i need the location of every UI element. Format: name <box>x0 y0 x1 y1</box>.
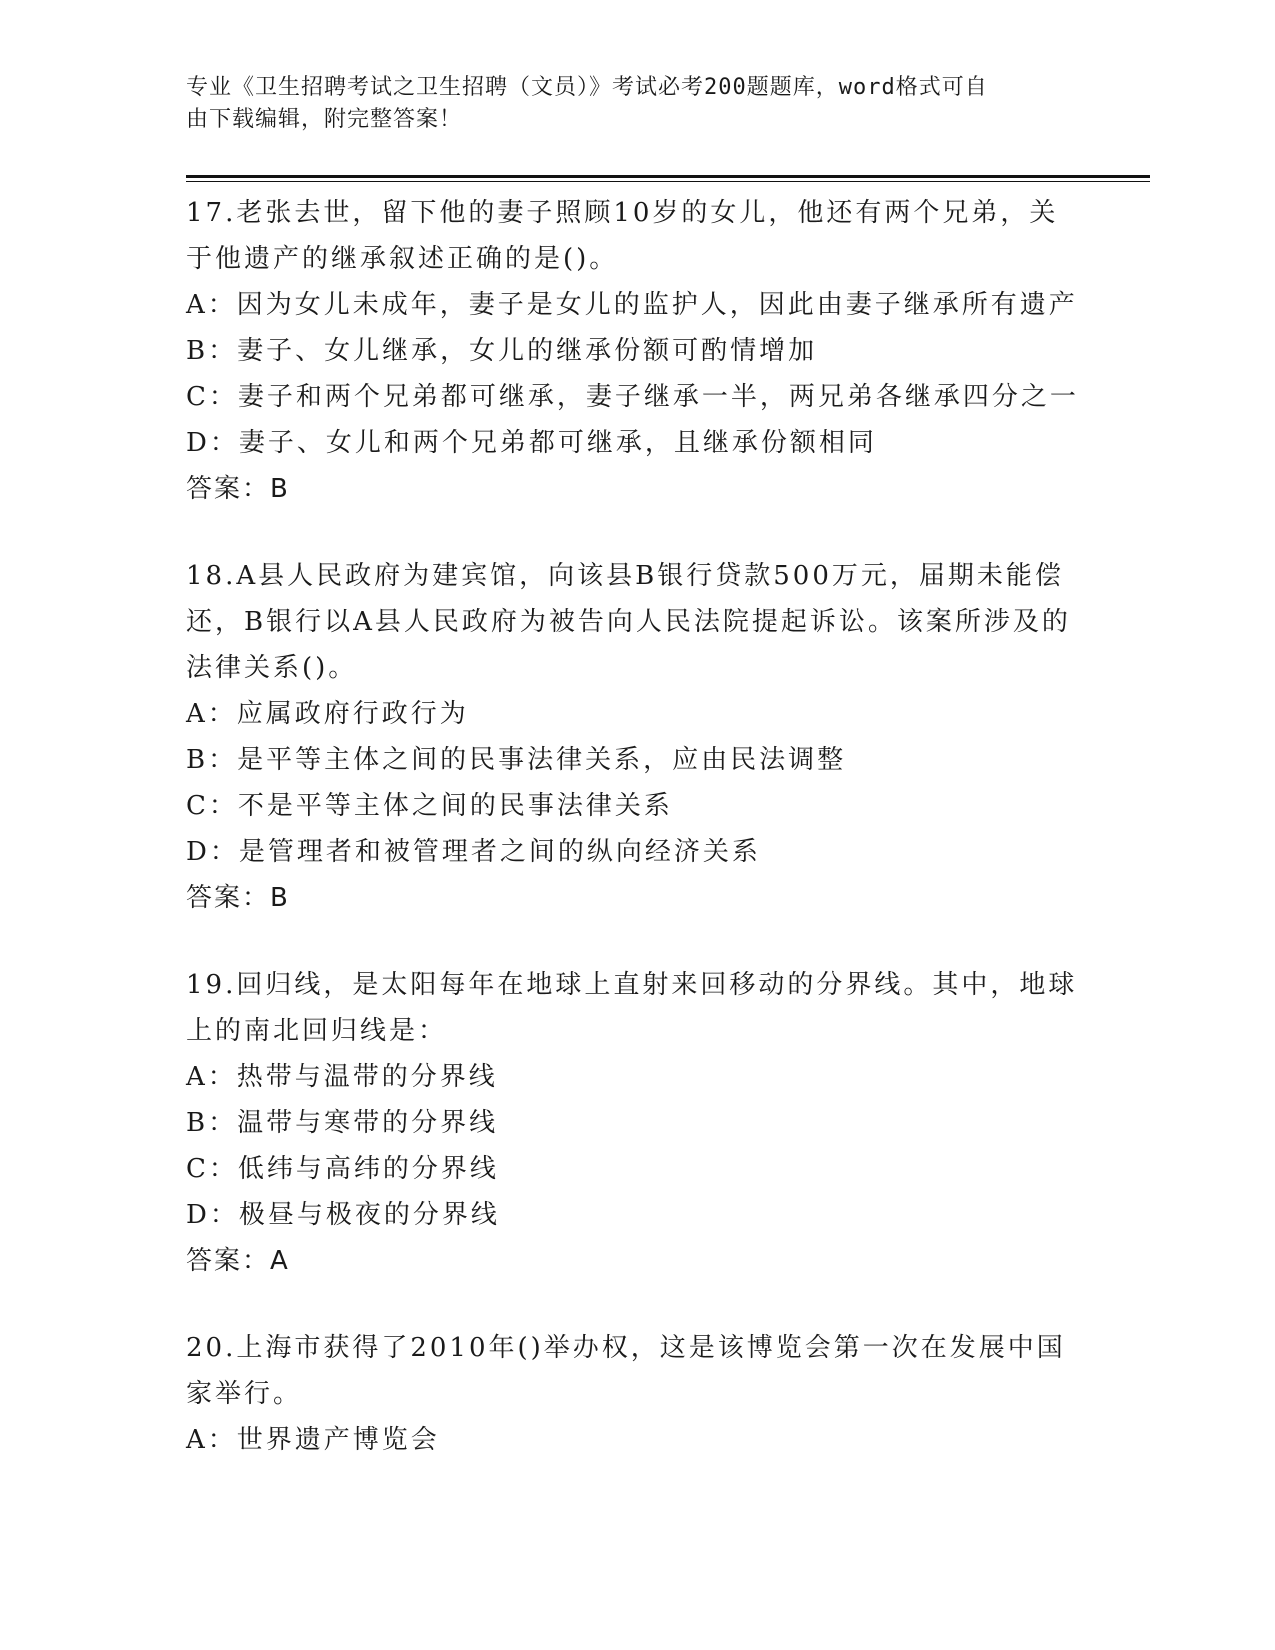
answer-line: 答案：B <box>186 474 290 504</box>
answer-line: 答案：B <box>186 883 290 913</box>
header-line-1: 专业《卫生招聘考试之卫生招聘（文员）》考试必考200题题库，word格式可自 <box>186 75 988 100</box>
option-a: A：热带与温带的分界线 <box>186 1062 498 1092</box>
answer-line: 答案：A <box>186 1246 290 1276</box>
question-stem-line: 还，B银行以A县人民政府为被告向人民法院提起诉讼。该案所涉及的 <box>186 607 1071 637</box>
option-c: C：不是平等主体之间的民事法律关系 <box>186 791 673 821</box>
option-d: D：妻子、女儿和两个兄弟都可继承，且继承份额相同 <box>186 428 877 458</box>
question-stem-line: 17.老张去世，留下他的妻子照顾10岁的女儿，他还有两个兄弟，关 <box>186 198 1059 228</box>
option-d: D：极昼与极夜的分界线 <box>186 1200 500 1230</box>
option-c: C：低纬与高纬的分界线 <box>186 1154 499 1184</box>
question-19 <box>186 962 1086 1284</box>
header-divider-thick <box>186 175 1150 178</box>
question-stem-line: 家举行。 <box>186 1379 303 1409</box>
question-17 <box>186 190 1086 512</box>
document-header <box>186 72 1066 136</box>
option-b: B：是平等主体之间的民事法律关系，应由民法调整 <box>186 745 847 775</box>
question-18 <box>186 553 1086 921</box>
header-line-2: 由下载编辑，附完整答案！ <box>186 107 463 132</box>
option-a: A：世界遗产博览会 <box>186 1425 440 1455</box>
question-stem-line: 19.回归线，是太阳每年在地球上直射来回移动的分界线。其中，地球 <box>186 970 1078 1000</box>
question-stem-line: 上的南北回归线是： <box>186 1016 448 1046</box>
question-stem-line: 法律关系()。 <box>186 653 358 683</box>
question-stem-line: 20.上海市获得了2010年()举办权，这是该博览会第一次在发展中国 <box>186 1333 1066 1363</box>
question-stem-line: 于他遗产的继承叙述正确的是()。 <box>186 244 619 274</box>
option-a: A：应属政府行政行为 <box>186 699 469 729</box>
question-20 <box>186 1325 1086 1463</box>
option-b: B：温带与寒带的分界线 <box>186 1108 499 1138</box>
option-a: A：因为女儿未成年，妻子是女儿的监护人，因此由妻子继承所有遗产 <box>186 290 1078 320</box>
header-divider-thin <box>186 181 1150 182</box>
question-stem-line: 18.A县人民政府为建宾馆，向该县B银行贷款500万元，届期未能偿 <box>186 561 1064 591</box>
option-d: D：是管理者和被管理者之间的纵向经济关系 <box>186 837 761 867</box>
option-c: C：妻子和两个兄弟都可继承，妻子继承一半，两兄弟各继承四分之一 <box>186 382 1079 412</box>
option-b: B：妻子、女儿继承，女儿的继承份额可酌情增加 <box>186 336 818 366</box>
